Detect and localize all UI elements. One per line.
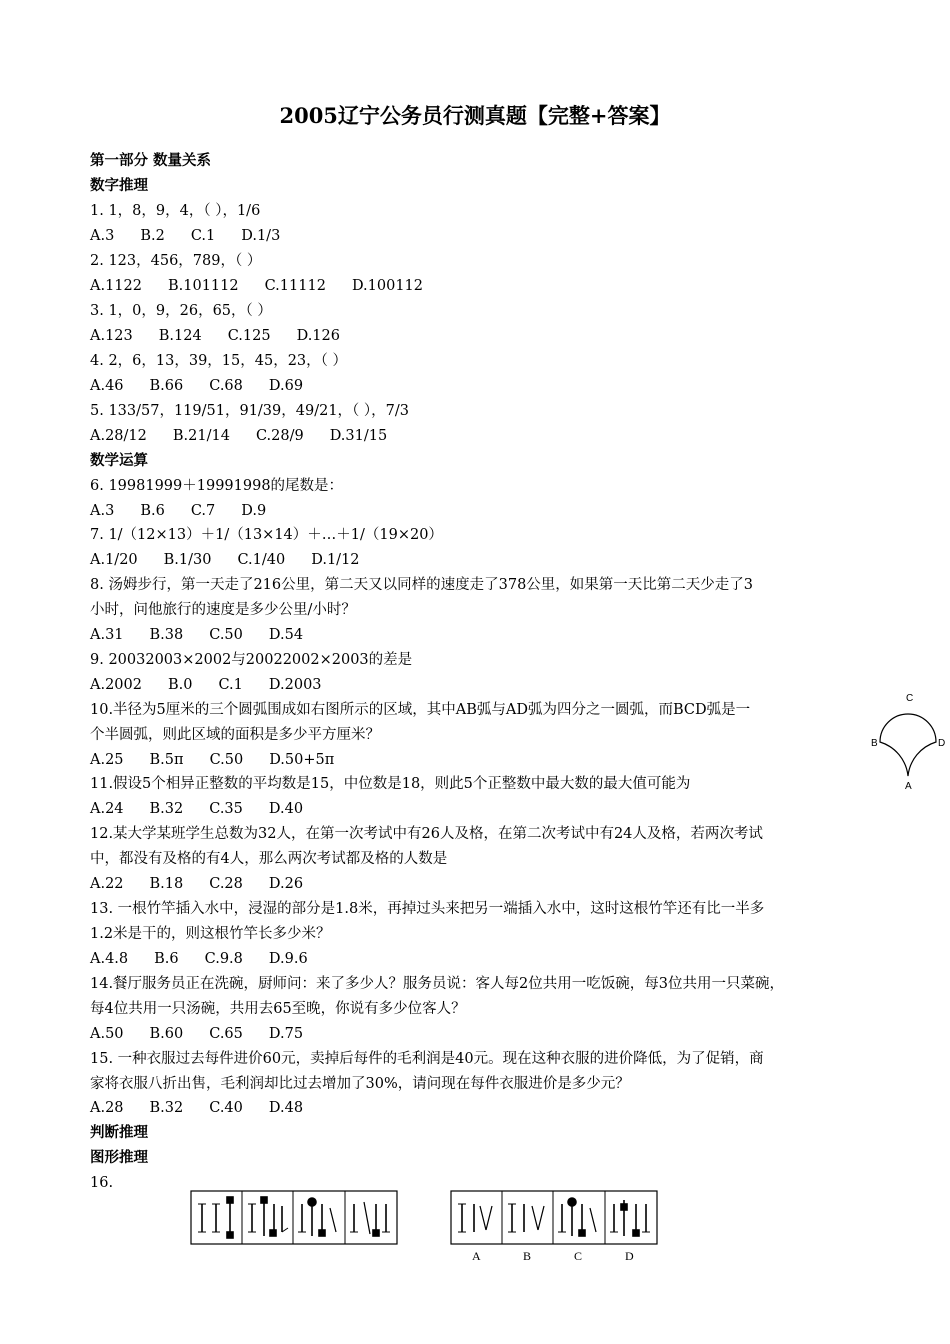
option-b: B.32 [149, 801, 184, 817]
option-d: D.48 [268, 1100, 304, 1116]
page-title: 2005辽宁公务员行测真题【完整+答案】 [279, 103, 671, 128]
option-c: C.65 [209, 1026, 243, 1042]
subsection-number-reasoning: 数字推理 [90, 178, 148, 194]
sequence-cell-2 [248, 1197, 288, 1236]
question-11-options [90, 799, 329, 819]
option-d: D.100112 [351, 278, 424, 294]
arc-label-c: C [906, 693, 914, 704]
question-12-line-2: 中，都没有及格的有4人，那么两次考试都及格的人数是 [90, 851, 448, 867]
option-c: C.11112 [264, 278, 326, 294]
option-a: A.28 [90, 1100, 124, 1116]
question-13-line-1: 13. 一根竹竿插入水中，浸湿的部分是1.8米，再掉过头来把另一端插入水中，这时这根竹竿还有比一半多 [90, 901, 765, 917]
option-d: D.9.6 [268, 951, 308, 967]
option-label-d: D [625, 1249, 634, 1263]
option-b: B.66 [149, 378, 184, 394]
question-8-line-2: 小时，问他旅行的速度是多少公里/小时？ [90, 602, 356, 618]
question-1-options [90, 226, 306, 246]
option-cell-b [508, 1204, 544, 1232]
option-c: C.1/40 [237, 552, 286, 568]
question-7-options [90, 550, 386, 570]
option-c: C.28/9 [255, 428, 304, 444]
option-d: D.75 [268, 1026, 304, 1042]
option-c: C.125 [227, 328, 271, 344]
option-a: A.1122 [90, 278, 142, 294]
question-10-options [90, 750, 360, 770]
question-15-line-2: 家将衣服八折出售，毛利润却比过去增加了30%，请问现在每件衣服进价是多少元？ [90, 1076, 630, 1092]
option-a: A.4.8 [90, 951, 129, 967]
question-14-options [90, 1024, 329, 1044]
arc-label-a: A [905, 781, 912, 792]
option-c: C.50 [209, 752, 244, 768]
option-d: D.50+5π [269, 752, 335, 768]
arc-label-b: B [871, 738, 878, 749]
option-d: D.69 [268, 378, 304, 394]
sequence-cell-3 [298, 1198, 336, 1236]
arc-label-d: D [938, 738, 946, 749]
figure-sequence-question [190, 1190, 398, 1246]
option-b: B.101112 [167, 278, 239, 294]
option-d: D.9 [241, 503, 267, 519]
option-a: A.31 [90, 627, 124, 643]
option-b: B.6 [154, 951, 179, 967]
option-c: C.9.8 [204, 951, 243, 967]
arc-region-figure [868, 688, 948, 796]
option-d: D.26 [268, 876, 304, 892]
option-b: B.1/30 [163, 552, 212, 568]
question-10-line-2: 个半圆弧，则此区域的面积是多少平方厘米？ [90, 727, 380, 743]
option-c: C.7 [190, 503, 216, 519]
arc-region-outline [880, 714, 936, 776]
option-cell-c [558, 1198, 596, 1236]
subsection-judgment: 判断推理 [90, 1125, 148, 1141]
question-10-line-1: 10.半径为5厘米的三个圆弧围成如右图所示的区域，其中AB弧与AD弧为四分之一圆弧，而BCD弧是一 [90, 702, 751, 718]
option-a: A.24 [90, 801, 124, 817]
question-2: 2. 123，456，789，（ ） [90, 253, 262, 269]
question-2-options [90, 276, 449, 296]
option-a: A.22 [90, 876, 124, 892]
option-c: C.50 [209, 627, 243, 643]
option-label-b: B [523, 1249, 532, 1263]
question-1: 1. 1，8，9，4，（ ），1/6 [90, 203, 261, 219]
option-b: B.21/14 [172, 428, 230, 444]
question-14-line-1: 14.餐厅服务员正在洗碗，厨师问：来了多少人？服务员说：客人每2位共用一吃饭碗，每3位共用一只菜碗， [90, 976, 785, 992]
question-9: 9. 20032003×2002与20022002×2003的差是 [90, 652, 413, 668]
question-4: 4. 2，6，13，39，15，45，23，（ ） [90, 353, 348, 369]
option-a: A.2002 [90, 677, 142, 693]
question-13-line-2: 1.2米是干的，则这根竹竿长多少米？ [90, 926, 331, 942]
question-12-options [90, 874, 329, 894]
figure-sequence-options [450, 1190, 660, 1266]
option-c: C.40 [209, 1100, 243, 1116]
option-b: B.6 [140, 503, 165, 519]
question-15-line-1: 15. 一种衣服过去每件进价60元，卖掉后每件的毛利润是40元。现在这种衣服的进价降低，为了促销，商 [90, 1051, 764, 1067]
question-13-options [90, 949, 334, 969]
option-d: D.126 [296, 328, 340, 344]
option-c: C.1 [190, 228, 216, 244]
option-label-c: C [574, 1249, 583, 1263]
option-b: B.124 [158, 328, 202, 344]
option-a: A.3 [90, 228, 115, 244]
question-9-options [90, 675, 348, 695]
question-3: 3. 1，0，9，26，65，（ ） [90, 303, 272, 319]
sequence-cell-1 [198, 1197, 233, 1238]
question-4-options [90, 376, 329, 396]
option-c: C.1 [218, 677, 243, 693]
option-d: D.40 [268, 801, 304, 817]
question-5-options [90, 426, 413, 446]
sequence-cell-4 [350, 1202, 390, 1236]
option-a: A.123 [90, 328, 133, 344]
option-cell-d [610, 1200, 650, 1236]
option-d: D.1/12 [311, 552, 360, 568]
option-d: D.2003 [268, 677, 322, 693]
option-c: C.35 [209, 801, 243, 817]
section-heading: 第一部分 数量关系 [90, 153, 212, 169]
option-a: A.46 [90, 378, 124, 394]
subsection-figure-reasoning: 图形推理 [90, 1150, 148, 1166]
option-b: B.0 [167, 677, 193, 693]
question-7: 7. 1/（12×13）＋1/（13×14）＋…＋1/（19×20） [90, 527, 443, 543]
option-b: B.32 [149, 1100, 184, 1116]
option-b: B.38 [149, 627, 184, 643]
option-b: B.60 [149, 1026, 184, 1042]
option-a: A.25 [90, 752, 124, 768]
option-c: C.28 [209, 876, 243, 892]
option-a: A.3 [90, 503, 115, 519]
option-d: D.1/3 [241, 228, 281, 244]
question-6-options [90, 501, 292, 521]
question-15-options [90, 1098, 329, 1118]
question-14-line-2: 每4位共用一只汤碗，共用去65至晚，你说有多少位客人？ [90, 1001, 466, 1017]
question-8-line-1: 8. 汤姆步行，第一天走了216公里，第二天又以同样的速度走了378公里，如果第一天比第二天少走了3 [90, 577, 754, 593]
question-6: 6. 19981999＋19991998的尾数是： [90, 478, 344, 494]
option-a: A.1/20 [90, 552, 138, 568]
option-a: A.28/12 [90, 428, 147, 444]
option-a: A.50 [90, 1026, 124, 1042]
question-12-line-1: 12.某大学某班学生总数为32人，在第一次考试中有26人及格，在第二次考试中有24人及格，若两次考试 [90, 826, 763, 842]
option-b: B.2 [140, 228, 165, 244]
option-b: B.18 [149, 876, 184, 892]
option-c: C.68 [209, 378, 243, 394]
subsection-math: 数学运算 [90, 453, 148, 469]
question-3-options [90, 326, 366, 346]
option-d: D.54 [268, 627, 304, 643]
option-label-a: A [472, 1249, 481, 1263]
option-d: D.31/15 [329, 428, 388, 444]
question-16: 16. [90, 1175, 114, 1191]
option-b: B.5π [149, 752, 184, 768]
question-5: 5. 133/57，119/51，91/39，49/21，（ ），7/3 [90, 403, 409, 419]
question-11: 11.假设5个相异正整数的平均数是15，中位数是18，则此5个正整数中最大数的最大值可能为 [90, 776, 691, 792]
question-8-options [90, 625, 329, 645]
option-cell-a [458, 1204, 492, 1232]
